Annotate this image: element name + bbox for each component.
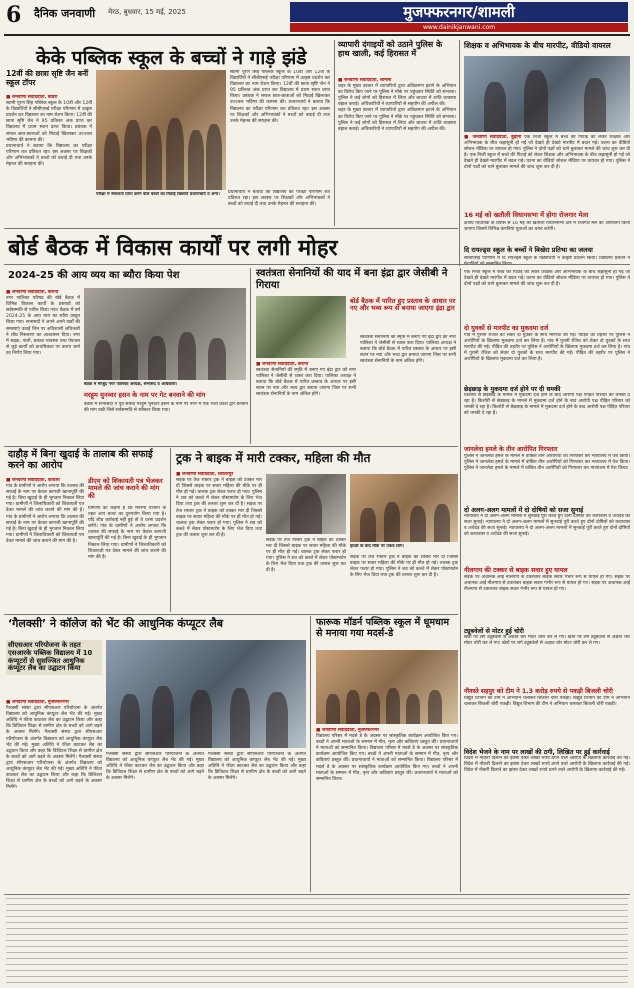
story9-body-col2: गैलक्सी संस्था द्वारा सीएसआर परियोजना के अंतर्गत विद्यालय को आधुनिक कंप्यूटर लैब भेंट की गई। मुख्य अतिथि ने फीता काटकर लैब का उद्घाटन किया और कहा कि डिजिटल शिक्षा से ग्रामीण क्षेत्र के बच्चों को आगे बढ़ने के अवसर मिलेंगे। [106, 752, 204, 782]
story9-headline: ‘गैलक्सी’ ने कॉलेज को भेंट की आधुनिक कंप्यूटर लैब [8, 617, 224, 630]
story4-inset-head: मरहूम मुनव्वर हसन के नाम पर गेट बनवाने की मांग [84, 391, 206, 399]
story3-sub2: दि रायल्ड्स स्कूल के बच्चों ने बिखेरा प्रतिभा का जलवा [464, 246, 593, 254]
right-col-lead-body: एक निजी स्कूल में बच्चे की पिटाई को लेकर शिक्षक और अभिभावक के बीच कहासुनी हो गई जो देखते ही देखते मारपीट में बदल गई। घटना का वीडियो सोशल मीडिया पर वायरल हो गया। पुलिस ने दोनों पक्षों को थाने बुलाकर मामले की जांच शुरू कर दी है। [464, 270, 630, 288]
story5-headline: स्वतंत्रता सेनानियों की याद में बना इंद्रा द्वार जेसीबी ने गिराया [256, 268, 448, 291]
story4-subhead: 2024-25 की आय व्यय का ब्यौरा किया पेश [8, 270, 180, 281]
story3-sub2-body: सीबीएसई परिणाम में दि रायल्ड्स स्कूल के विद्यार्थियों ने उत्कृष्ट प्रदर्शन किया। विद्यालय प्रबंधन ने [464, 256, 630, 261]
story5-body: ■ जनवाणी संवाददाता, कैराना स्वतंत्रता सेनानियों की स्मृति में बनाए गए इंद्रा द्वार को नगर पालिका ने जेसीबी से ध्वस्त करा दिया। पालिका अध्यक्ष ने बताया कि बोर्ड बैठक में पारित प्रस्ताव के आधार पर इसी स्थान पर नया और भव्य द्वार बनाया जाएगा जिस पर सभी स्वतंत्रता सेनानियों के नाम अंकित होंगे। [256, 362, 356, 398]
brief-head: छेड़छाड़ के मुकदमा दर्ज होने पर दी धमकी [464, 385, 561, 393]
story8-portrait [266, 474, 346, 534]
story4-inset-body: बैठक में सभासदों ने पूर्व सांसद मरहूम मुनव्वर हसन के नाम पर नगर में एक भव्य प्रवेश द्वार बनवाने की मांग रखी जिसे सर्वसम्मति से स्वीकार किया गया। [84, 402, 248, 414]
story10-body: ■ जनवाणी संवाददाता, मुजफ्फरनगर विद्यालय परिसर में मदर्स डे के अवसर पर सांस्कृतिक कार्यक्रम आयोजित किए गए। बच्चों ने अपनी माताओं के सम्मान में गीत, नृत्य और कविताएं प्रस्तुत कीं। प्रधानाचार्या ने माताओं को सम्मानित किया। विद्यालय परिसर में मदर्स डे के अवसर पर सांस्कृतिक कार्यक्रम आयोजित किए गए। बच्चों ने अपनी माताओं के सम्मान में गीत, नृत्य और कविताएं प्रस्तुत कीं। प्रधानाचार्या ने माताओं को सम्मानित किया। विद्यालय परिसर में मदर्स डे के अवसर पर सांस्कृतिक कार्यक्रम आयोजित किए गए। बच्चों ने अपनी माताओं के सम्मान में गीत, नृत्य और कविताएं प्रस्तुत कीं। प्रधानाचार्या ने माताओं को सम्मानित किया। [316, 728, 458, 782]
story7-inset-body: ग्रामीणों का कहना है कि मनरेगा योजना के तहत आए बजट का दुरुपयोग किया गया है। यदि शीघ्र कार्रवाई नहीं हुई तो वे धरना प्रदर्शन करेंगे। गांव के ग्रामीणों ने आरोप लगाया कि तालाब की सफाई के नाम पर केवल कागजी खानापूर्ति की गई है। बिना खुदाई के ही भुगतान निकाल लिया गया। ग्रामीणों ने जिलाधिकारी को शिकायती पत्र देकर मामले की जांच कराने की मांग की है। [88, 506, 166, 560]
story4-caption: बैठक में मौजूद नगर पालिका अध्यक्ष, सभासद व अधिकारी। [84, 382, 178, 387]
masthead-rule [4, 34, 630, 36]
story4-headline: बोर्ड बैठक में विकास कार्यों पर लगी मोहर [8, 236, 338, 261]
story10-headline: फारूक मॉडर्न पब्लिक स्कूल में धूमधाम से मनाया गया मदर्स-डे [316, 617, 450, 639]
story7-headline: दाहौड़ में बिना खुदाई के तालाब की सफाई करने का आरोप [8, 449, 153, 471]
page-number: 6 [6, 2, 22, 28]
newspaper-name: दैनिक जनवाणी [34, 7, 96, 20]
brief-head: ट्यूबवेलों से मोटर हुई चोरी [464, 627, 524, 635]
page-footer-text [6, 898, 628, 984]
story1-caption: परीक्षा में सफलता प्राप्त करने वाले बच्चों को मिठाई खिलाते प्रधानाचार्य व अन्य। [96, 192, 220, 197]
story3-sub1-body: क्षेत्रीय विधायक के प्रयास से 16 मई को खतौली विधानसभा क्षेत्र में रोजगार मेले का आयोजन किया जाएगा जिसमें विभिन्न कंपनियां युवाओं का चयन करेंगी। [464, 221, 630, 233]
story1-body: ■ जनवाणी संवाददाता, बाघरा स्वामी पूरण सिंह पब्लिक स्कूल के 10वीं और 12वीं के विद्यार्थियों ने सीबीएसई परीक्षा परिणाम में उत्कृष्ट प्रदर्शन कर विद्यालय का नाम रोशन किया। 12वीं की छात्रा सृष्टि जैन ने 95 प्रतिशत अंक प्राप्त कर विद्यालय में प्रथम स्थान प्राप्त किया। प्रबंधक ने सफल छात्र-छात्राओं को मिठाई खिलाकर उज्ज्वल भविष्य की कामना की। प्रधानाचार्य ने बताया कि विद्यालय का परीक्षा परिणाम शत प्रतिशत रहा। इस अवसर पर शिक्षकों और अभिभावकों ने बच्चों को बधाई दी तथा उनके मेहनत की सराहना की। [6, 95, 92, 168]
brief-head: नौवस्ते सहपुर को टीम ने 1.3 करोड़ रुपये से पकड़ी बिजली चोरी [464, 688, 613, 695]
story8-caption: हादसे के बाद मौके पर एकत्र लोग। [350, 544, 405, 549]
edition-title: मुजफ्फरनगर/शामली [290, 2, 628, 22]
briefs-column [464, 322, 630, 806]
edition-line: मेरठ, बुधवार, 15 मई, 2025 [108, 8, 186, 16]
story3-photo [464, 56, 630, 132]
story9-sub: सीएसआर परियोजना के तहत एसआरके पब्लिक विद्यालय में 10 कंप्यूटरों से सुसज्जित आधुनिक कंप्यूटर लैब का उद्घाटन किया [6, 640, 102, 675]
story3-body: ■ जनवाणी संवाददाता, बुढ़ाना एक निजी स्कूल में बच्चे की पिटाई को लेकर शिक्षक और अभिभावक के बीच कहासुनी हो गई जो देखते ही देखते मारपीट में बदल गई। घटना का वीडियो सोशल मीडिया पर वायरल हो गया। पुलिस ने दोनों पक्षों को थाने बुलाकर मामले की जांच शुरू कर दी है। एक निजी स्कूल में बच्चे की पिटाई को लेकर शिक्षक और अभिभावक के बीच कहासुनी हो गई जो देखते ही देखते मारपीट में बदल गई। घटना का वीडियो सोशल मीडिया पर वायरल हो गया। पुलिस ने दोनों पक्षों को थाने बुलाकर मामले की जांच शुरू कर दी है। [464, 135, 630, 171]
brief-head: जानलेवा हमले के तीन आरोपित गिरफ्तार [464, 446, 558, 453]
story8-headline: ट्रक ने बाइक में मारी टक्कर, महिला की मौत [176, 451, 371, 465]
brief-body: विदेश में नौकरी दिलाने का झांसा देकर लाखों रुपये ठगने वाले आरोपी के खिलाफ कार्रवाई की गई। विदेश में नौकरी दिलाने का झांसा देकर लाखों रुपये ठगने वाले आरोपी के खिलाफ कार्रवाई की गई। विदेश में नौकरी दिलाने का झांसा देकर लाखों रुपये ठगने वाले आरोपी के खिलाफ कार्रवाई की गई। [464, 756, 630, 773]
story8-body: ■ जनवाणी संवाददाता, शिकारपुर सड़क पर तेज रफ्तार ट्रक ने बाइक को टक्कर मार दी जिससे बाइक पर सवार महिला की मौके पर ही मौत हो गई। चालक ट्रक लेकर फरार हो गया। पुलिस ने शव को कब्जे में लेकर पोस्टमार्टम के लिए भेज दिया तथा ट्रक की तलाश शुरू कर दी है। सड़क पर तेज रफ्तार ट्रक ने बाइक को टक्कर मार दी जिससे बाइक पर सवार महिला की मौके पर ही मौत हो गई। चालक ट्रक लेकर फरार हो गया। पुलिस ने शव को कब्जे में लेकर पोस्टमार्टम के लिए भेज दिया तथा ट्रक की तलाश शुरू कर दी है। [176, 472, 262, 538]
brief-body: किशोरी से छेड़छाड़ के मामले में मुकदमा दर्ज होने के बाद आरोपी पक्ष पीड़ित परिवार को धमकी दे रहा है। किशोरी से छेड़छाड़ के मामले में मुकदमा दर्ज होने के बाद आरोपी पक्ष पीड़ित परिवार को धमकी दे रहा है। किशोरी से छेड़छाड़ के मामले में मुकदमा दर्ज होने के बाद आरोपी पक्ष पीड़ित परिवार को धमकी दे रहा है। [464, 393, 630, 416]
story8-body-col3: सड़क पर तेज रफ्तार ट्रक ने बाइक को टक्कर मार दी जिससे बाइक पर सवार महिला की मौके पर ही मौत हो गई। चालक ट्रक लेकर फरार हो गया। पुलिस ने शव को कब्जे में लेकर पोस्टमार्टम के लिए भेज दिया तथा ट्रक की तलाश शुरू कर दी है। [350, 555, 458, 579]
story1-body-col3: प्रधानाचार्य ने बताया कि विद्यालय का परीक्षा परिणाम शत प्रतिशत रहा। इस अवसर पर शिक्षकों और अभिभावकों ने बच्चों को बधाई दी तथा उनके मेहनत की सराहना की। [228, 190, 330, 208]
brief-body: पुलिस ने जानलेवा हमले के मामले में वांछित तीन आरोपियों को गिरफ्तार कर न्यायालय में पेश किया। पुलिस ने जानलेवा हमले के मामले में वांछित तीन आरोपियों को गिरफ्तार कर न्यायालय में पेश किया। पुलिस ने जानलेवा हमले के मामले में वांछित तीन आरोपियों को गिरफ्तार कर न्यायालय में पेश किया। [464, 453, 630, 471]
brief-head: विदेश भेजने के नाम पर लाखों की ठगी, लिखित पर हुई कार्रवाई [464, 748, 610, 756]
website-url[interactable]: www.dainikjanwani.com [290, 23, 628, 32]
story5-sub: बोर्ड बैठक में पारित हुए प्रस्ताव के आधार पर नए और भव्य रूप से बनाया जाएगा इंद्रा द्वार [350, 297, 456, 313]
masthead [0, 0, 634, 38]
brief-body: सड़क पर अचानक आई नीलगाय से टकराकर बाइक सवार गंभीर रूप से घायल हो गए। सड़क पर अचानक आई नीलगाय से टकराकर बाइक सवार गंभीर रूप से घायल हो गए। सड़क पर अचानक आई नीलगाय से टकराकर बाइक सवार गंभीर रूप से घायल हो गए। [464, 574, 630, 592]
brief-head: दो अलग-अलग मामलों में दो दोषियों को सजा सुनाई [464, 506, 584, 514]
story10-photo [316, 650, 458, 724]
story7-inset-head: डीएम को शिकायती पत्र भेजकर मामले की जांच कराने की मांग की [88, 477, 163, 500]
story9-photo [106, 640, 306, 748]
story8-photo [350, 474, 458, 542]
story8-body-col2: सड़क पर तेज रफ्तार ट्रक ने बाइक को टक्कर मार दी जिससे बाइक पर सवार महिला की मौके पर ही मौत हो गई। चालक ट्रक लेकर फरार हो गया। पुलिस ने शव को कब्जे में लेकर पोस्टमार्टम के लिए भेज दिया तथा ट्रक की तलाश शुरू कर दी है। [266, 538, 346, 574]
brief-body: गांव में पुरानी रंजिश को लेकर दो युवकों के साथ मारपीट की गई। पीड़ित की तहरीर पर पुलिस ने आरोपियों के खिलाफ मुकदमा दर्ज कर लिया है। गांव में पुरानी रंजिश को लेकर दो युवकों के साथ मारपीट की गई। पीड़ित की तहरीर पर पुलिस ने आरोपियों के खिलाफ मुकदमा दर्ज कर लिया है। गांव में पुरानी रंजिश को लेकर दो युवकों के साथ मारपीट की गई। पीड़ित की तहरीर पर पुलिस ने आरोपियों के खिलाफ मुकदमा दर्ज कर लिया है। [464, 332, 630, 362]
story1-photo [96, 70, 226, 190]
story5-photo [256, 296, 346, 358]
story1-sidebar-head: 12वीं की छात्रा सृष्टि जैन बनीं स्कूल टॉपर [6, 69, 89, 87]
story9-body: ■ जनवाणी संवाददाता, मुजफ्फरनगर गैलक्सी संस्था द्वारा सीएसआर परियोजना के अंतर्गत विद्यालय को आधुनिक कंप्यूटर लैब भेंट की गई। मुख्य अतिथि ने फीता काटकर लैब का उद्घाटन किया और कहा कि डिजिटल शिक्षा से ग्रामीण क्षेत्र के बच्चों को आगे बढ़ने के अवसर मिलेंगे। गैलक्सी संस्था द्वारा सीएसआर परियोजना के अंतर्गत विद्यालय को आधुनिक कंप्यूटर लैब भेंट की गई। मुख्य अतिथि ने फीता काटकर लैब का उद्घाटन किया और कहा कि डिजिटल शिक्षा से ग्रामीण क्षेत्र के बच्चों को आगे बढ़ने के अवसर मिलेंगे। गैलक्सी संस्था द्वारा सीएसआर परियोजना के अंतर्गत विद्यालय को आधुनिक कंप्यूटर लैब भेंट की गई। मुख्य अतिथि ने फीता काटकर लैब का उद्घाटन किया और कहा कि डिजिटल शिक्षा से ग्रामीण क्षेत्र के बच्चों को आगे बढ़ने के अवसर मिलेंगे। [6, 700, 102, 791]
story3-sub1: 16 मई को खतौली विधानसभा में होगा रोजगार मेला [464, 211, 589, 219]
story2-body: ■ जनवाणी संवाददाता, शामली शहर के मुख्य बाजार में व्यापारियों द्वारा अतिक्रमण हटाने के अभियान का विरोध किए जाने पर पुलिस ने मौके पर पहुंचकर स्थिति को संभाला। पुलिस ने कई लोगों को हिरासत में लिया और बाजार में शांति व्यवस्था बहाल कराई। अधिकारियों ने व्यापारियों से सहयोग की अपील की। शहर के मुख्य बाजार में व्यापारियों द्वारा अतिक्रमण हटाने के अभियान का विरोध किए जाने पर पुलिस ने मौके पर पहुंचकर स्थिति को संभाला। पुलिस ने कई लोगों को हिरासत में लिया और बाजार में शांति व्यवस्था बहाल कराई। अधिकारियों ने व्यापारियों से सहयोग की अपील की। [338, 78, 456, 132]
brief-body: खेतों पर लगे ट्यूबवेलों से अज्ञात चोर मोटर चोरी कर ले गए। खेतों पर लगे ट्यूबवेलों से अज्ञात चोर मोटर चोरी कर ले गए। खेतों पर लगे ट्यूबवेलों से अज्ञात चोर मोटर चोरी कर ले गए। [464, 635, 630, 646]
brief-body: विद्युत विभाग की टीम ने अभियान चलाकर बिजली चोरी पकड़ी। विद्युत विभाग की टीम ने अभियान चलाकर बिजली चोरी पकड़ी। विद्युत विभाग की टीम ने अभियान चलाकर बिजली चोरी पकड़ी। [464, 695, 630, 707]
brief-body: न्यायालय ने दो अलग-अलग मामलों में सुनवाई पूरी करते हुए दोनों दोषियों को कारावास व अर्थदंड की सजा सुनाई। न्यायालय ने दो अलग-अलग मामलों में सुनवाई पूरी करते हुए दोनों दोषियों को कारावास व अर्थदंड की सजा सुनाई। न्यायालय ने दो अलग-अलग मामलों में सुनवाई पूरी करते हुए दोनों दोषियों को कारावास व अर्थदंड की सजा सुनाई। [464, 514, 630, 537]
story5-body-col2: स्वतंत्रता सेनानियों की स्मृति में बनाए गए इंद्रा द्वार को नगर पालिका ने जेसीबी से ध्वस्त करा दिया। पालिका अध्यक्ष ने बताया कि बोर्ड बैठक में पारित प्रस्ताव के आधार पर इसी स्थान पर नया और भव्य द्वार बनाया जाएगा जिस पर सभी स्वतंत्रता सेनानियों के नाम अंकित होंगे। [360, 335, 456, 365]
brief-head: नीलगाय की टक्कर से बाइक सवार हुए घायल [464, 567, 568, 574]
story2-headline: व्यापारी दंगाइयों को उठाने पुलिस के हाथ खाली, कई हिरासत में [338, 40, 443, 59]
story4-body: ■ जनवाणी संवाददाता, कैराना नगर पालिका परिषद की बोर्ड बैठक में विभिन्न विकास कार्यों के प्रस्तावों को सर्वसम्मति से पारित किया गया। बैठक में वर्ष 2024-25 के आय व्यय का ब्यौरा प्रस्तुत किया गया। सभासदों ने अपने अपने वार्डों की समस्याएं उठाईं जिन पर अधिशासी अधिकारी ने शीघ्र निस्तारण का आश्वासन दिया। नगर में सड़क, नाली, प्रकाश व्यवस्था तथा पेयजल से जुड़े कार्यों को प्राथमिकता पर कराए जाने का निर्णय लिया गया। [6, 290, 80, 356]
story1-body-col2: स्वामी पूरण सिंह पब्लिक स्कूल के 10वीं और 12वीं के विद्यार्थियों ने सीबीएसई परीक्षा परिणाम में उत्कृष्ट प्रदर्शन कर विद्यालय का नाम रोशन किया। 12वीं की छात्रा सृष्टि जैन ने 95 प्रतिशत अंक प्राप्त कर विद्यालय में प्रथम स्थान प्राप्त किया। प्रबंधक ने सफल छात्र-छात्राओं को मिठाई खिलाकर उज्ज्वल भविष्य की कामना की। प्रधानाचार्य ने बताया कि विद्यालय का परीक्षा परिणाम शत प्रतिशत रहा। इस अवसर पर शिक्षकों और अभिभावकों ने बच्चों को बधाई दी तथा उनके मेहनत की सराहना की। [230, 70, 330, 124]
story3-headline: शिक्षक व अभिभावक के बीच मारपीट, वीडियो वायरल [464, 41, 611, 50]
story9-body-col3: गैलक्सी संस्था द्वारा सीएसआर परियोजना के अंतर्गत विद्यालय को आधुनिक कंप्यूटर लैब भेंट की गई। मुख्य अतिथि ने फीता काटकर लैब का उद्घाटन किया और कहा कि डिजिटल शिक्षा से ग्रामीण क्षेत्र के बच्चों को आगे बढ़ने के अवसर मिलेंगे। [208, 752, 306, 782]
story1-headline: केके पब्लिक स्कूल के बच्चों ने गाड़े झंडे [36, 47, 307, 69]
story4-photo [84, 288, 246, 380]
brief-head: दो युवकों से मारपीट का मुकदमा दर्ज [464, 325, 549, 332]
story7-body: ■ जनवाणी संवाददाता, कांधला गांव के ग्रामीणों ने आरोप लगाया कि तालाब की सफाई के नाम पर केवल कागजी खानापूर्ति की गई है। बिना खुदाई के ही भुगतान निकाल लिया गया। ग्रामीणों ने जिलाधिकारी को शिकायती पत्र देकर मामले की जांच कराने की मांग की है। गांव के ग्रामीणों ने आरोप लगाया कि तालाब की सफाई के नाम पर केवल कागजी खानापूर्ति की गई है। बिना खुदाई के ही भुगतान निकाल लिया गया। ग्रामीणों ने जिलाधिकारी को शिकायती पत्र देकर मामले की जांच कराने की मांग की है। [6, 478, 84, 544]
